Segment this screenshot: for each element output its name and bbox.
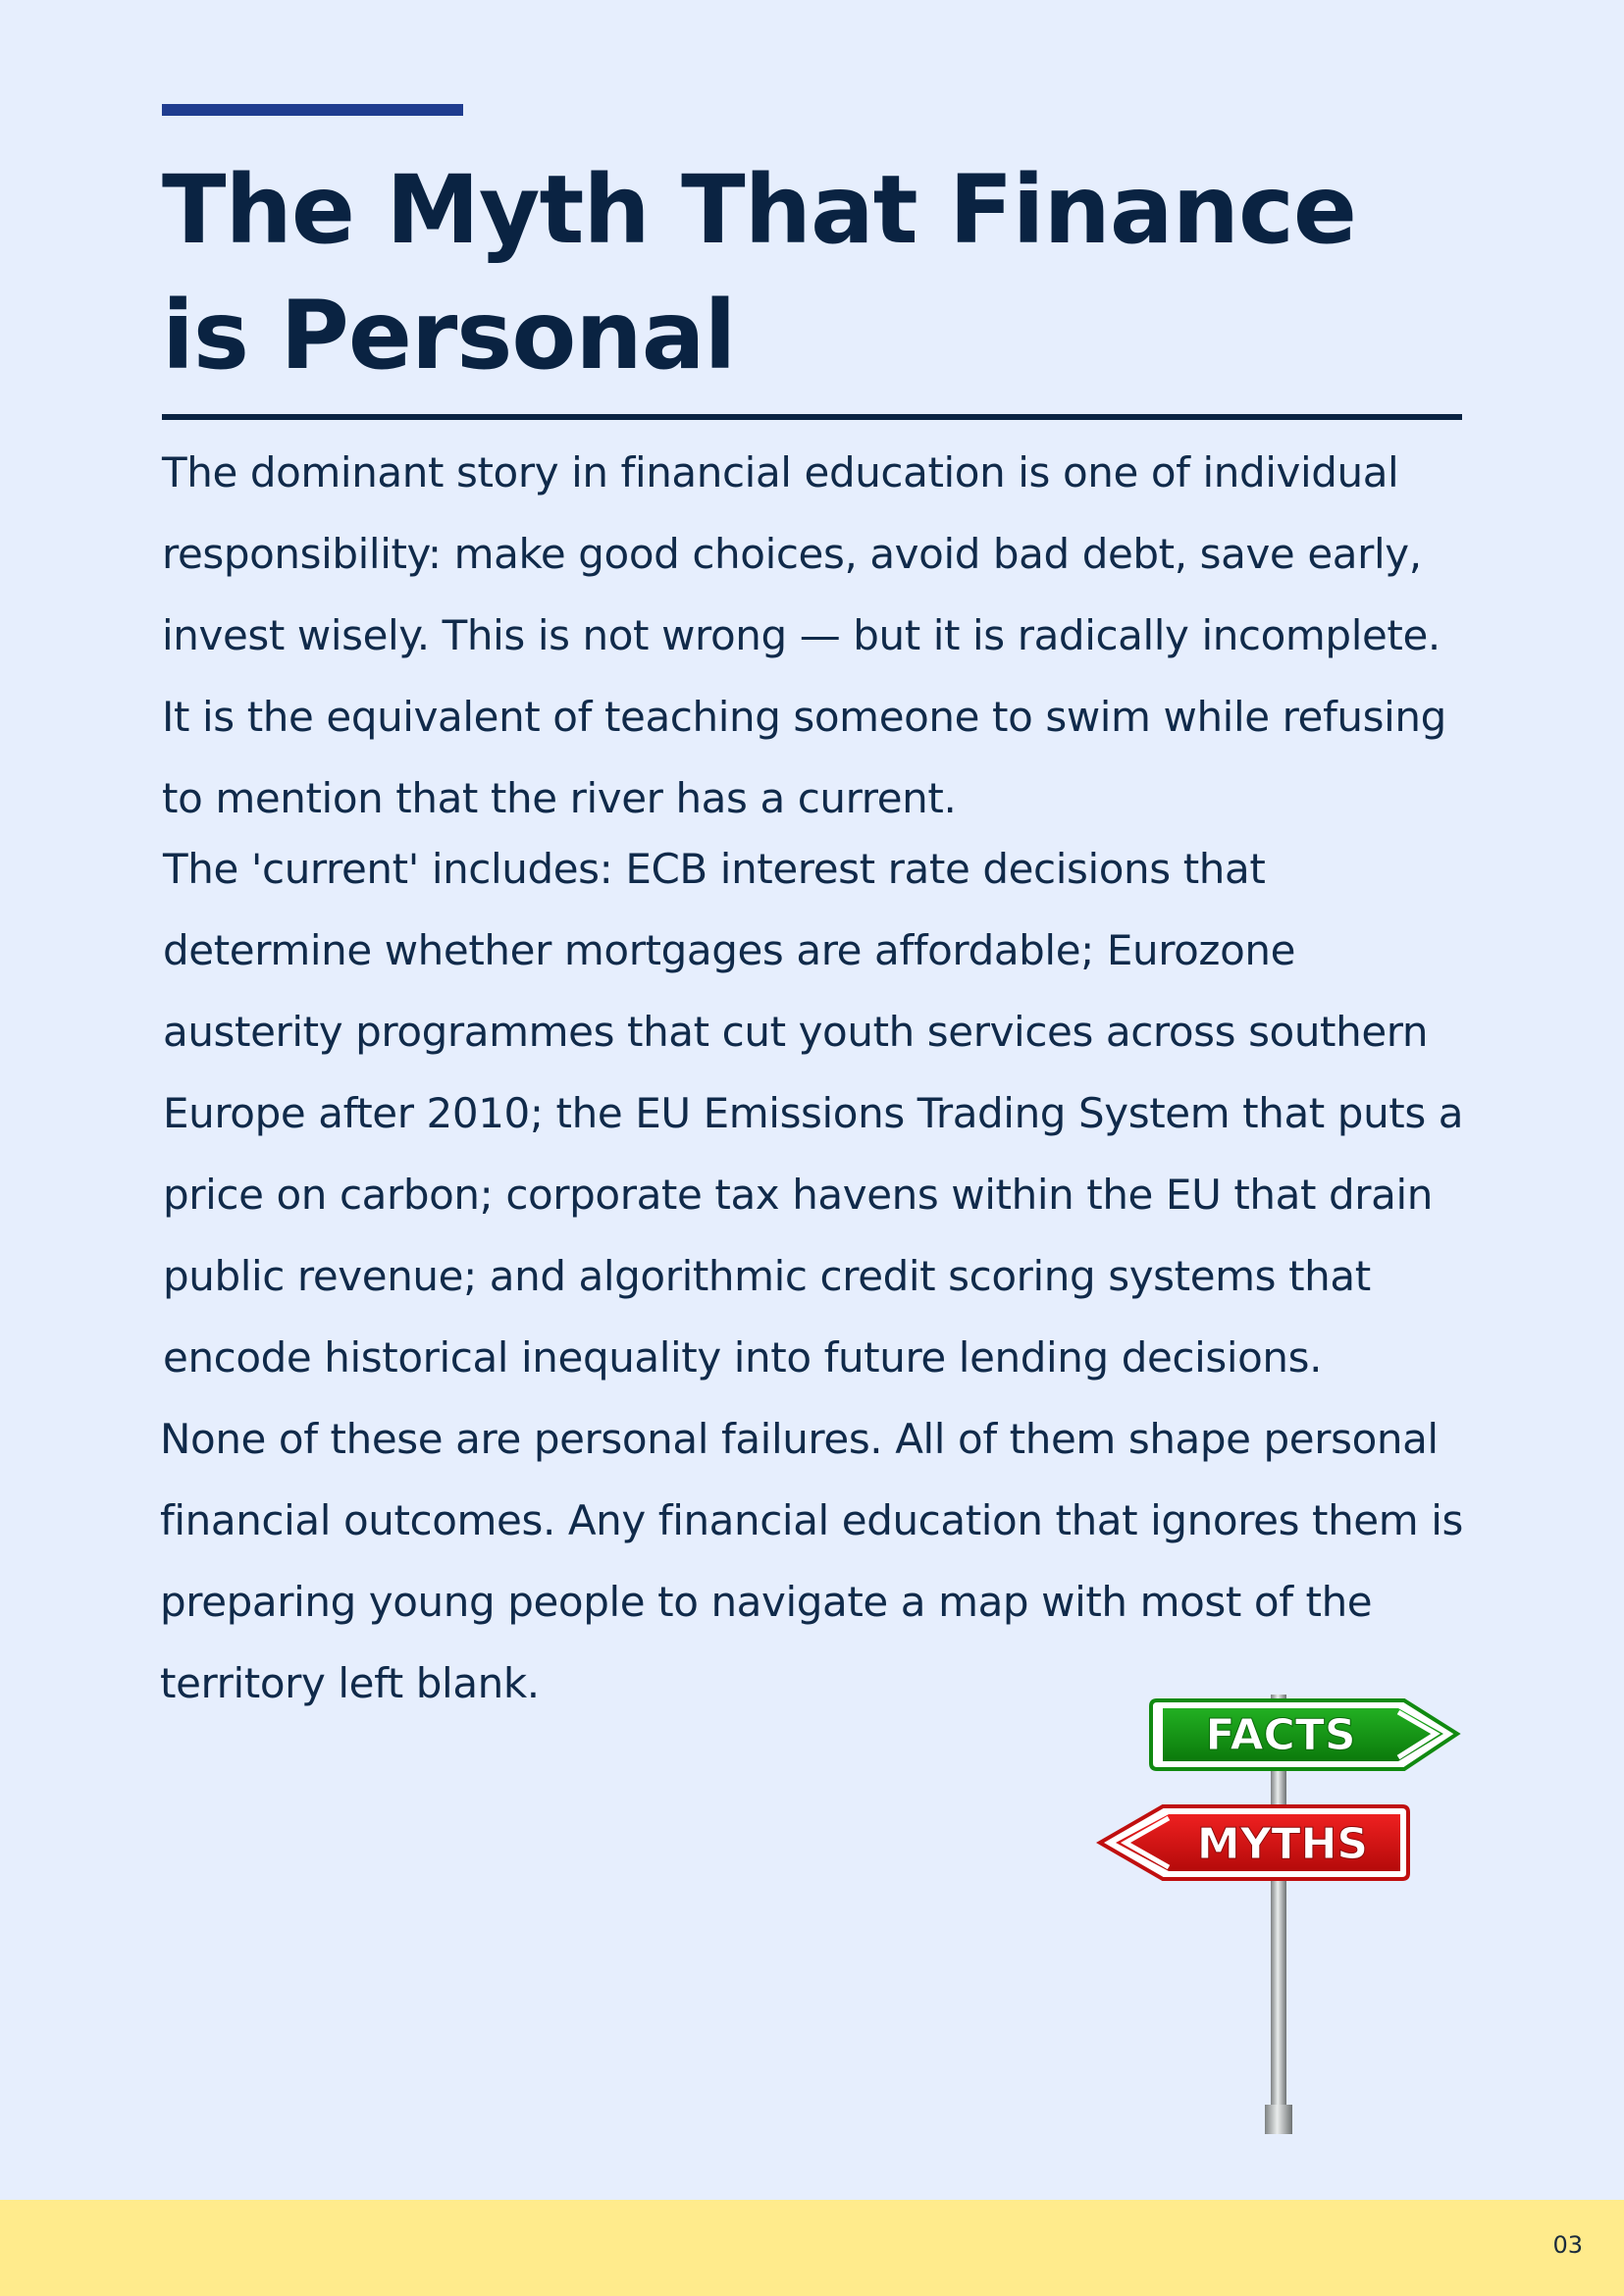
signpost-base xyxy=(1265,2105,1292,2134)
page-number: 03 xyxy=(1552,2231,1583,2259)
page-title xyxy=(162,147,1487,398)
page-title-line-1: The Myth That Finance xyxy=(162,155,1357,265)
title-accent-bar xyxy=(162,104,463,116)
body-paragraph-2: The 'current' includes: ECB interest rate decisions that determine whether mortgages are affordable; Eurozone austerity programmes that cut youth services across southern Europe after 2010; the EU Emissions Trading System that puts a price on carbon; corporate tax havens within the EU that drain public revenue; and algorithmic credit scoring systems that encode historical inequality into future lending decisions. xyxy=(163,845,1464,1382)
title-divider xyxy=(162,414,1462,420)
body-paragraph-3: None of these are personal failures. All of them shape personal financial outcomes. Any financial education that ignores them is preparing young people to navigate a map with most of the territory left blank. xyxy=(160,1415,1463,1707)
myths-sign-label: MYTHS xyxy=(1196,1819,1369,1869)
signpost-icon xyxy=(1094,1693,1467,2144)
facts-myths-signpost-illustration xyxy=(1094,1693,1467,2144)
myths-sign xyxy=(1100,1806,1408,1879)
facts-sign xyxy=(1151,1700,1457,1769)
facts-sign-label: FACTS xyxy=(1205,1710,1356,1760)
page-title-line-2: is Personal xyxy=(162,281,736,391)
body-paragraph-1: The dominant story in financial education is one of individual responsibility: make good choices, avoid bad debt, save early, invest wisely. This is not wrong — but it is radically incomplete. It is the equivalent of teaching someone to swim while refusing to mention that the river has a current. xyxy=(162,448,1446,822)
page-footer xyxy=(0,2200,1624,2296)
